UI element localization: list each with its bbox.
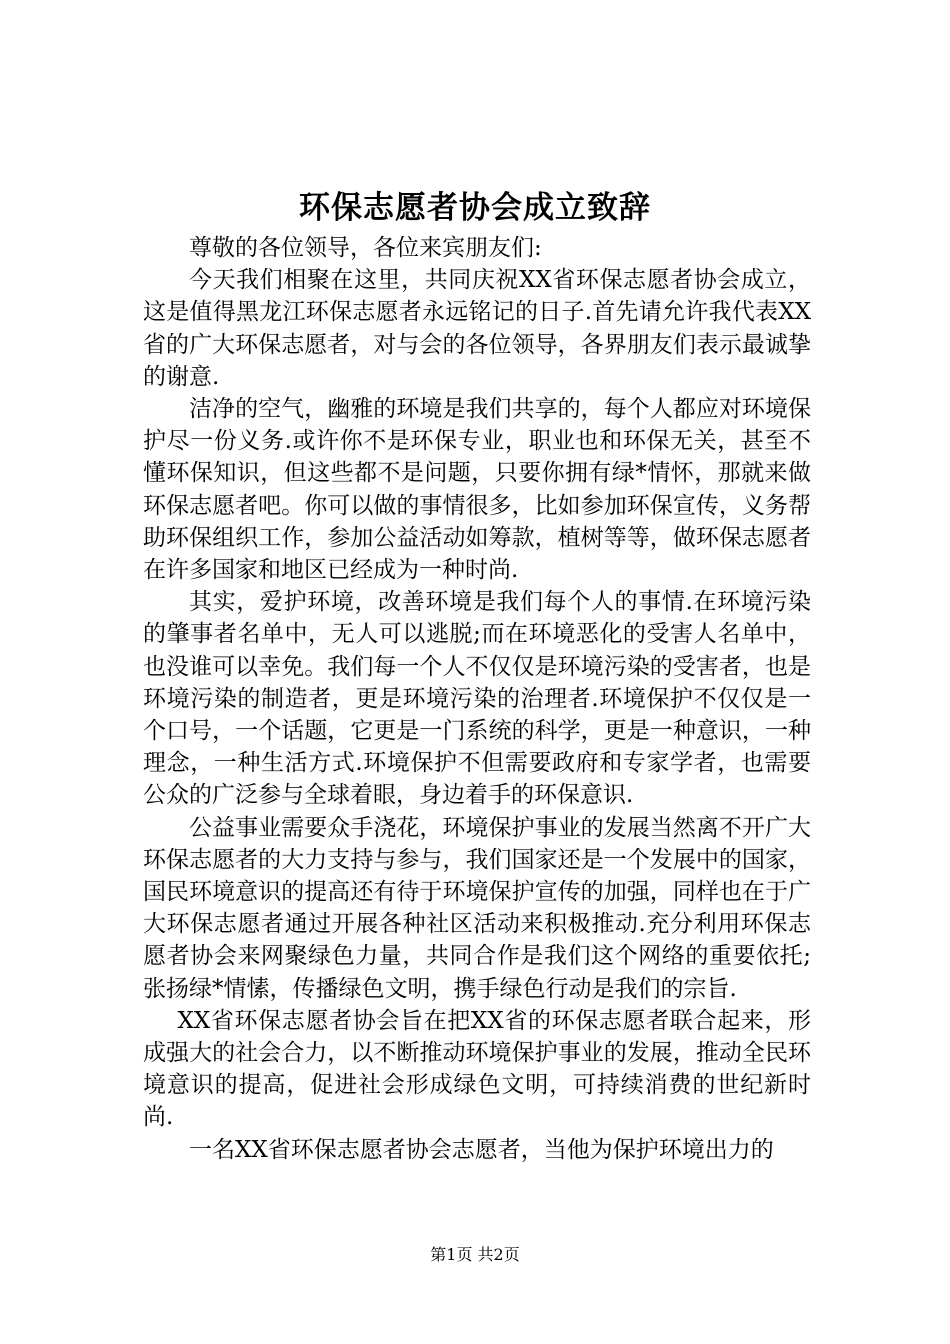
paragraph: XX省环保志愿者协会旨在把XX省的环保志愿者联合起来，形成强大的社会合力，以不断推动环境保护事业的发展，推动全民环境意识的提高，促进社会形成绿色文明，可持续消费的世纪新时尚.	[143, 1007, 811, 1131]
page-number-footer: 第1页 共2页	[430, 1245, 520, 1264]
document-title: 环保志愿者协会成立致辞	[299, 190, 651, 226]
paragraph: 今天我们相聚在这里，共同庆祝XX省环保志愿者协会成立，这是值得黑龙江环保志愿者永远铭记的日子.首先请允许我代表XX省的广大环保志愿者，对与会的各位领导，各界朋友们表示最诚挚的谢意.	[143, 267, 811, 390]
paragraph: 洁净的空气，幽雅的环境是我们共享的，每个人都应对环境保护尽一份义务.或许你不是环保专业，职业也和环保无关，甚至不懂环保知识，但这些都不是问题，只要你拥有绿*情怀，那就来做环保志愿者吧。你可以做的事情很多，比如参加环保宣传，义务帮助环保组织工作，参加公益活动如筹款，植树等等，做环保志愿者在许多国家和地区已经成为一种时尚.	[143, 396, 811, 584]
document-body	[143, 232, 811, 1166]
paragraph: 公益事业需要众手浇花，环境保护事业的发展当然离不开广大环保志愿者的大力支持与参与，我们国家还是一个发展中的国家，国民环境意识的提高还有待于环境保护宣传的加强，同样也在于广大环保志愿者通过开展各种社区活动来积极推动.充分利用环保志愿者协会来网聚绿色力量，共同合作是我们这个网络的重要依托;张扬绿*情愫，传播绿色文明，携手绿色行动是我们的宗旨.	[143, 814, 811, 1002]
paragraph-salutation: 尊敬的各位领导，各位来宾朋友们:	[189, 235, 542, 261]
paragraph: 其实，爱护环境，改善环境是我们每个人的事情.在环境污染的肇事者名单中，无人可以逃脱;而在环境恶化的受害人名单中，也没谁可以幸免。我们每一个人不仅仅是环境污染的受害者，也是环境污染的制造者，更是环境污染的治理者.环境保护不仅仅是一个口号，一个话题，它更是一门系统的科学，更是一种意识，一种理念，一种生活方式.环境保护不但需要政府和专家学者，也需要公众的广泛参与全球着眼，身边着手的环保意识.	[143, 589, 811, 809]
paragraph: 一名XX省环保志愿者协会志愿者，当他为保护环境出力的	[189, 1136, 774, 1163]
